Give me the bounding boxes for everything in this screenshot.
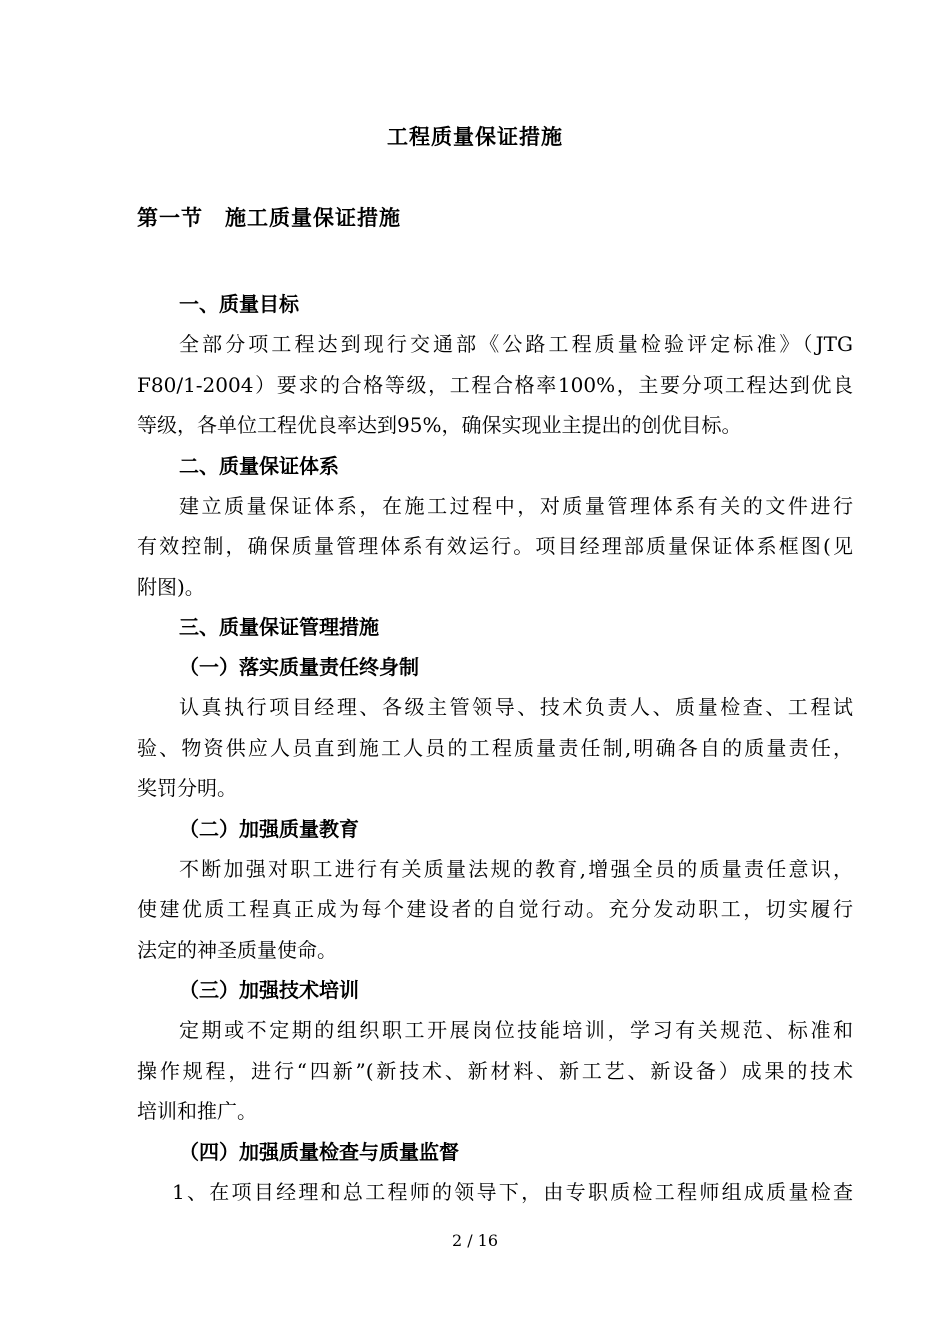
paragraph-inspection	[137, 1172, 853, 1213]
text-line: 附图)。	[137, 574, 205, 599]
paragraph-training	[137, 1010, 853, 1132]
text-line: 全部分项工程达到现行交通部《公路工程质量检验评定标准》（JTG	[179, 332, 853, 356]
text-line: 法定的神圣质量使命。	[137, 937, 337, 962]
text-line: 培训和推广。	[137, 1099, 257, 1123]
text-line: 操作规程，进行“四新”(新技术、新材料、新工艺、新设备）成果的技术	[137, 1058, 853, 1083]
subheading-responsibility: （一）落实质量责任终身制	[179, 655, 419, 679]
text-line: 等级，各单位工程优良率达到95%，确保实现业主提出的创优目标。	[137, 413, 742, 437]
subheading-education: （二）加强质量教育	[179, 816, 359, 841]
text-line: 有效控制，确保质量管理体系有效运行。项目经理部质量保证体系框图(见	[137, 534, 853, 558]
document-body	[137, 284, 853, 1212]
section-title: 第一节 施工质量保证措施	[137, 205, 401, 230]
text-line: 1、在项目经理和总工程师的领导下，由专职质检工程师组成质量检查	[172, 1179, 853, 1204]
paragraph-responsibility	[137, 687, 853, 809]
text-line: 使建优质工程真正成为每个建设者的自觉行动。充分发动职工，切实履行	[137, 897, 853, 921]
text-line: 定期或不定期的组织职工开展岗位技能培训，学习有关规范、标准和	[179, 1018, 853, 1042]
paragraph-education	[137, 849, 853, 971]
text-line: 验、物资供应人员直到施工人员的工程质量责任制,明确各自的质量责任，	[137, 735, 853, 760]
page-number: 2 / 16	[451, 1231, 499, 1250]
document-title: 工程质量保证措施	[387, 124, 563, 149]
subheading-training: （三）加强技术培训	[179, 978, 359, 1002]
heading-management-measures: 三、质量保证管理措施	[179, 615, 379, 639]
heading-quality-system: 二、质量保证体系	[179, 453, 339, 478]
text-line: 建立质量保证体系，在施工过程中，对质量管理体系有关的文件进行	[179, 493, 853, 518]
text-line: F80/1-2004）要求的合格等级，工程合格率100%，主要分项工程达到优良	[137, 372, 853, 397]
text-line: 不断加强对职工进行有关质量法规的教育,增强全员的质量责任意识，	[179, 856, 853, 881]
text-line: 奖罚分明。	[137, 776, 237, 800]
subheading-inspection: （四）加强质量检查与质量监督	[179, 1139, 459, 1164]
paragraph-quality-goal	[137, 324, 853, 446]
paragraph-quality-system	[137, 486, 853, 608]
text-line: 认真执行项目经理、各级主管领导、技术负责人、质量检查、工程试	[179, 695, 853, 719]
heading-quality-goal: 一、质量目标	[179, 292, 299, 316]
